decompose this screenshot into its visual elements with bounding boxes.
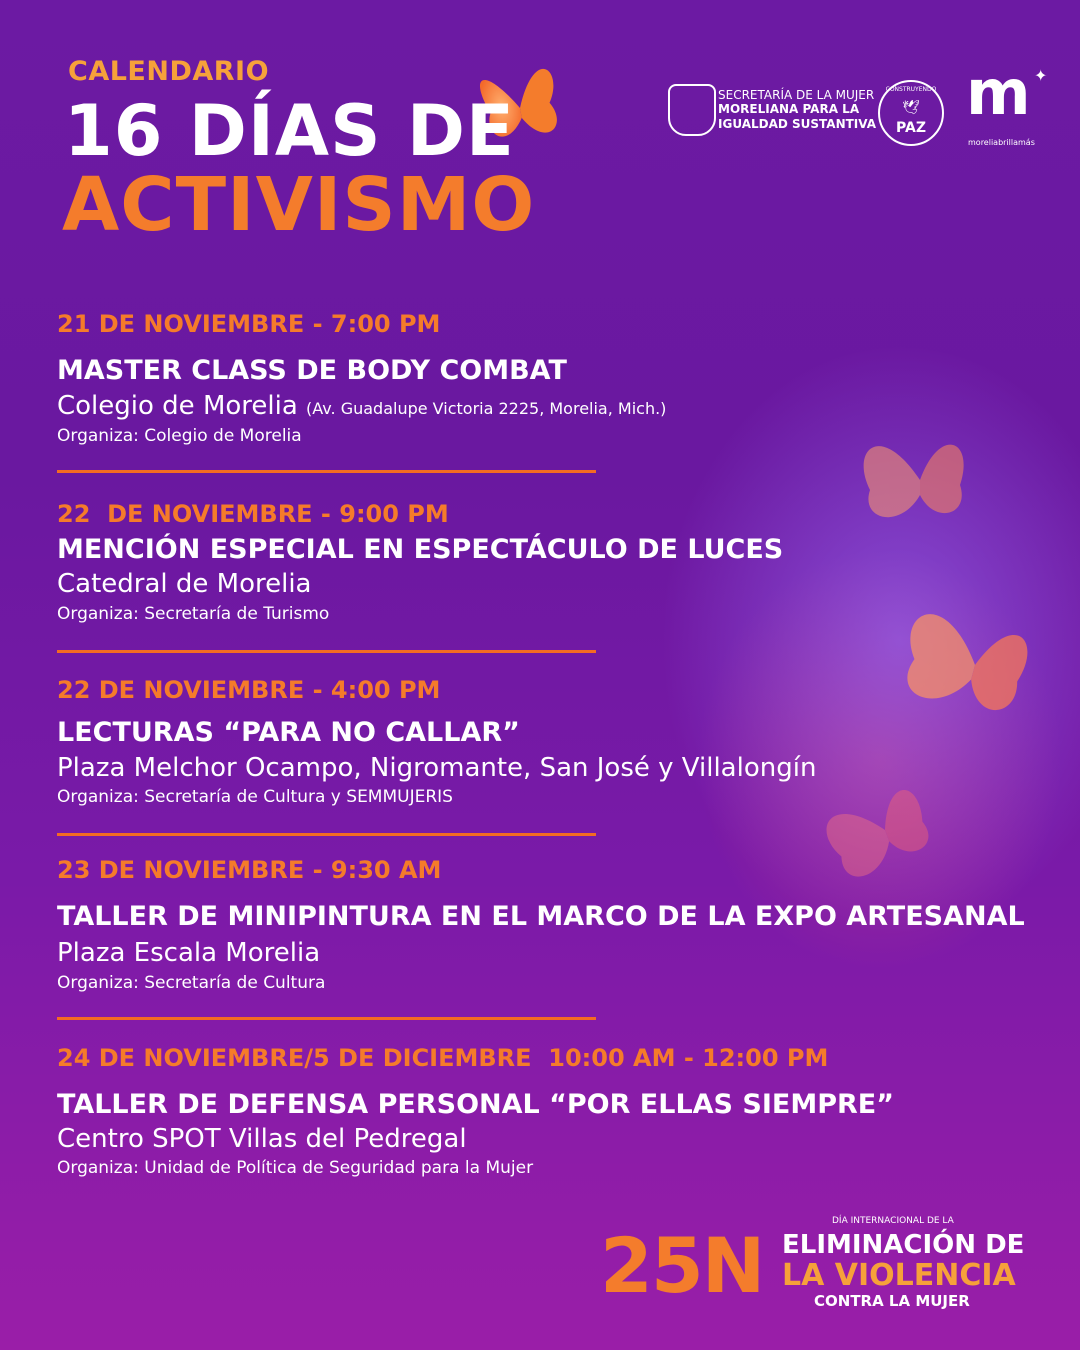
secretaria-line1: SECRETARÍA DE LA MUJER (718, 88, 875, 102)
event-organizer: Organiza: Secretaría de Cultura (57, 973, 326, 993)
footer-small-text: DÍA INTERNACIONAL DE LA (832, 1216, 954, 1226)
headline-line1: 16 DÍAS DE (64, 90, 515, 172)
divider (57, 650, 596, 653)
headline-line2: ACTIVISMO (62, 162, 536, 248)
event-title: TALLER DE DEFENSA PERSONAL “POR ELLAS SIEMPRE” (57, 1089, 894, 1120)
event-venue-name: Colegio de Morelia (57, 391, 298, 421)
municipal-seal-icon (668, 84, 716, 136)
butterfly-icon (864, 445, 964, 518)
secretaria-line3: IGUALDAD SUSTANTIVA (718, 116, 877, 131)
footer-25n: 25N (600, 1221, 764, 1310)
event-title: MENCIÓN ESPECIAL EN ESPECTÁCULO DE LUCES (57, 534, 784, 565)
event-title: LECTURAS “PARA NO CALLAR” (57, 717, 520, 748)
event-venue (57, 393, 666, 419)
event-date: 22 DE NOVIEMBRE - 9:00 PM (57, 500, 449, 528)
event-organizer: Organiza: Colegio de Morelia (57, 426, 302, 446)
event-venue: Plaza Melchor Ocampo, Nigromante, San José y Villalongín (57, 753, 817, 783)
event-organizer: Organiza: Unidad de Política de Seguridad para la Mujer (57, 1158, 534, 1178)
paz-ring-text: CONSTRUYENDO (885, 86, 937, 93)
dove-icon: 🕊 (902, 100, 920, 116)
event-organizer: Organiza: Secretaría de Cultura y SEMMUJERIS (57, 787, 453, 807)
secretaria-logo-text (718, 88, 876, 131)
event-date: 21 DE NOVIEMBRE - 7:00 PM (57, 310, 441, 338)
event-organizer: Organiza: Secretaría de Turismo (57, 604, 330, 624)
footer-line3: CONTRA LA MUJER (814, 1292, 970, 1310)
paz-text: PAZ (896, 120, 926, 136)
secretaria-line2: MORELIANA PARA LA (718, 102, 860, 117)
event-venue-detail: (Av. Guadalupe Victoria 2225, Morelia, Mich.) (306, 399, 667, 418)
event-date: 23 DE NOVIEMBRE - 9:30 AM (57, 856, 442, 884)
event-title: MASTER CLASS DE BODY COMBAT (57, 355, 567, 386)
divider (57, 470, 596, 473)
event-title: TALLER DE MINIPINTURA EN EL MARCO DE LA EXPO ARTESANAL (57, 901, 1025, 932)
sparkle-icon: ✦ (1034, 66, 1048, 85)
event-venue: Catedral de Morelia (57, 569, 312, 599)
footer-line1: ELIMINACIÓN DE (782, 1230, 1025, 1260)
morelia-m-logo: m (966, 56, 1031, 129)
calendar-label: CALENDARIO (68, 56, 270, 87)
event-date: 24 DE NOVIEMBRE/5 DE DICIEMBRE 10:00 AM - 12:00 PM (57, 1044, 829, 1072)
butterfly-icon (821, 786, 935, 883)
divider (57, 1017, 596, 1020)
footer-line2: LA VIOLENCIA (782, 1258, 1016, 1293)
event-date: 22 DE NOVIEMBRE - 4:00 PM (57, 676, 441, 704)
paz-logo (878, 80, 944, 146)
butterfly-icon (896, 609, 1033, 721)
event-venue: Plaza Escala Morelia (57, 938, 321, 968)
divider (57, 833, 596, 836)
event-venue: Centro SPOT Villas del Pedregal (57, 1124, 467, 1154)
morelia-tagline: moreliabrillamás (968, 138, 1035, 147)
